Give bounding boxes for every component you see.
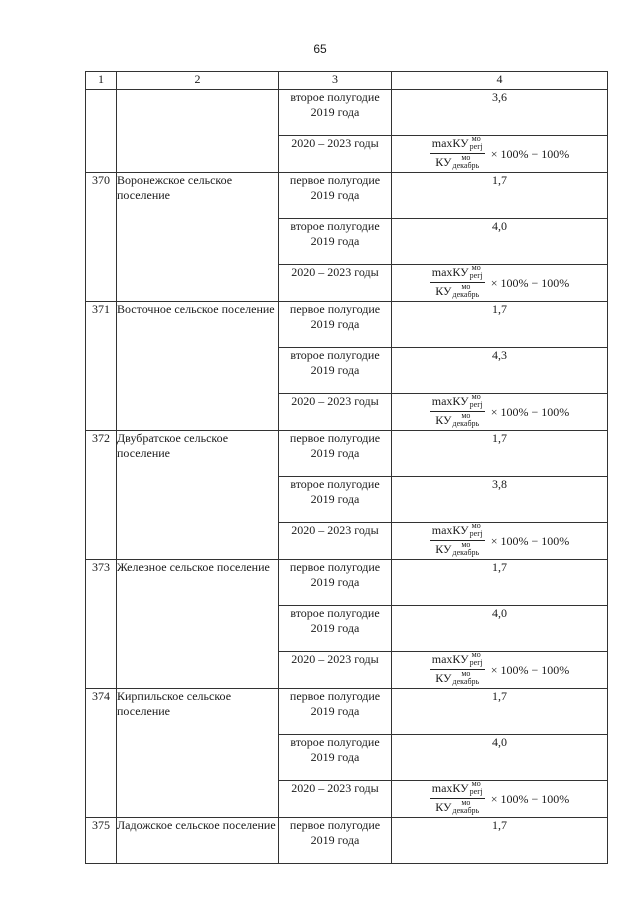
formula-numerator: maxКУ мо регj [430,394,485,412]
formula-numerator: maxКУ мо регj [430,652,485,670]
period-cell: 2020 – 2023 годы [279,394,392,431]
row-number: 372 [86,431,117,560]
page-number: 65 [313,42,327,56]
period-cell: 2020 – 2023 годы [279,781,392,818]
row-number: 371 [86,302,117,431]
value-cell: 1,7 [392,689,608,735]
period-cell: первое полугодие 2019 года [279,689,392,735]
formula-denominator: КУ мо декабрь [435,798,480,816]
header-cell-4: 4 [392,72,608,90]
formula-denominator: КУ мо декабрь [435,669,480,687]
formula-cell [392,781,608,818]
period-cell: второе полугодие 2019 года [279,90,392,136]
formula-fraction [430,781,485,816]
settlement-name: Кирпильское сельское поселение [117,689,279,818]
value-cell: 4,0 [392,735,608,781]
formula-tail: × 100% − 100% [490,275,570,290]
settlement-name: Двубратское сельское поселение [117,431,279,560]
row-number: 373 [86,560,117,689]
period-cell: первое полугодие 2019 года [279,431,392,477]
formula-denominator: КУ мо декабрь [435,411,480,429]
period-cell: 2020 – 2023 годы [279,523,392,560]
period-cell: 2020 – 2023 годы [279,652,392,689]
formula-numerator: maxКУ мо регj [430,265,485,283]
period-cell: первое полугодие 2019 года [279,302,392,348]
period-cell: первое полугодие 2019 года [279,173,392,219]
table-row [86,90,608,136]
formula-numerator: maxКУ мо регj [430,523,485,541]
value-cell: 1,7 [392,818,608,864]
settlement-name: Воронежское сельское поселение [117,173,279,302]
formula-denominator: КУ мо декабрь [435,282,480,300]
formula-fraction [430,136,485,171]
period-cell: второе полугодие 2019 года [279,348,392,394]
period-cell: первое полугодие 2019 года [279,818,392,864]
formula [430,781,570,816]
period-cell: первое полугодие 2019 года [279,560,392,606]
formula-cell [392,394,608,431]
formula-denominator: КУ мо декабрь [435,540,480,558]
value-cell: 4,0 [392,606,608,652]
value-cell: 3,6 [392,90,608,136]
value-cell: 4,3 [392,348,608,394]
table-row [86,818,608,864]
period-cell: второе полугодие 2019 года [279,606,392,652]
table-row [86,560,608,606]
value-cell: 4,0 [392,219,608,265]
value-cell: 1,7 [392,302,608,348]
period-cell: второе полугодие 2019 года [279,219,392,265]
formula-cell [392,265,608,302]
table-row [86,689,608,735]
formula-tail: × 100% − 100% [490,662,570,677]
header-cell-1: 1 [86,72,117,90]
formula-cell [392,136,608,173]
formula [430,394,570,429]
formula [430,523,570,558]
formula-fraction [430,523,485,558]
row-number: 374 [86,689,117,818]
formula-tail: × 100% − 100% [490,533,570,548]
settlement-name: Восточное сельское поселение [117,302,279,431]
formula-cell [392,652,608,689]
formula-cell [392,523,608,560]
value-cell: 3,8 [392,477,608,523]
formula-denominator: КУ мо декабрь [435,153,480,171]
formula [430,136,570,171]
settlement-name: Ладожское сельское поселение [117,818,279,864]
formula-numerator: maxКУ мо регj [430,781,485,799]
period-cell: второе полугодие 2019 года [279,735,392,781]
num-cell [86,90,117,173]
settlement-name: Железное сельское поселение [117,560,279,689]
value-cell: 1,7 [392,431,608,477]
formula-fraction [430,652,485,687]
table-row [86,431,608,477]
formula-tail: × 100% − 100% [490,404,570,419]
table-row [86,302,608,348]
table-row [86,173,608,219]
header-cell-3: 3 [279,72,392,90]
period-cell: 2020 – 2023 годы [279,136,392,173]
row-number: 375 [86,818,117,864]
tariff-table [85,71,608,864]
formula-fraction [430,265,485,300]
name-cell [117,90,279,173]
period-cell: 2020 – 2023 годы [279,265,392,302]
formula-fraction [430,394,485,429]
header-cell-2: 2 [117,72,279,90]
formula [430,652,570,687]
period-cell: второе полугодие 2019 года [279,477,392,523]
row-number: 370 [86,173,117,302]
formula-tail: × 100% − 100% [490,146,570,161]
value-cell: 1,7 [392,173,608,219]
formula [430,265,570,300]
value-cell: 1,7 [392,560,608,606]
header-row [86,72,608,90]
formula-numerator: maxКУ мо регj [430,136,485,154]
formula-tail: × 100% − 100% [490,791,570,806]
